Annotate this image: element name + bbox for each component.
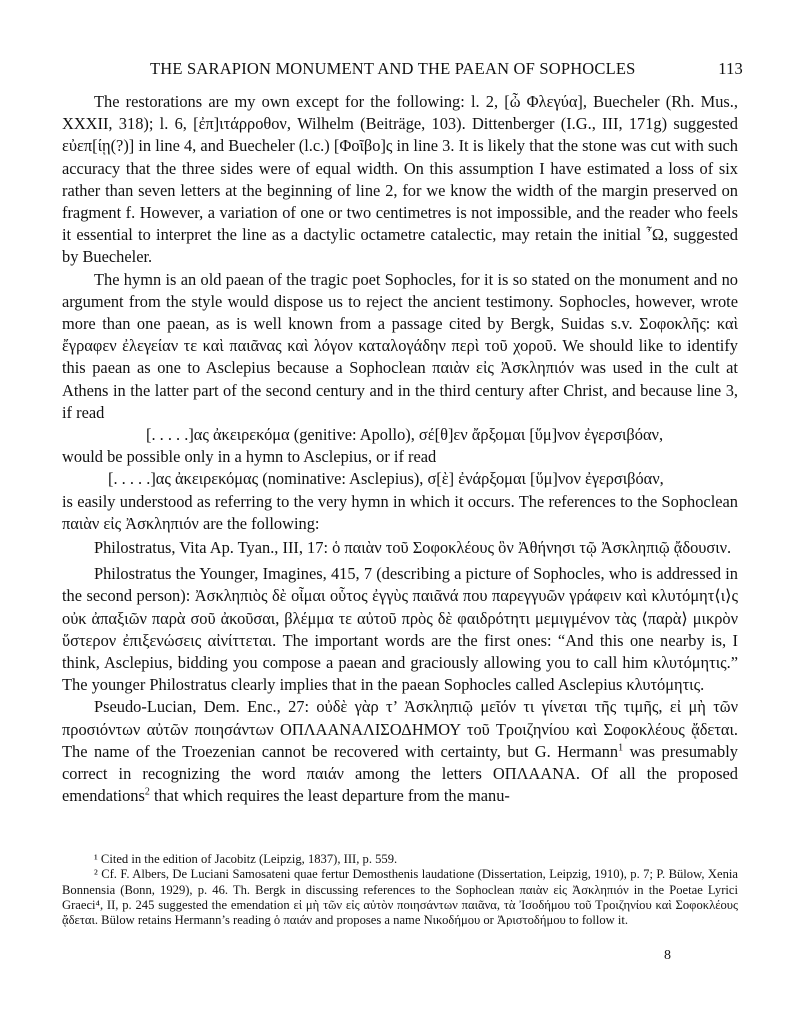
footnote-ref-2[interactable]: 2 xyxy=(144,786,150,798)
pseudo-lucian-text-b: was presumably correct in recognizing the word παιάν among the letters ΟΠΛΑΑΝΑ. Of all the proposed emendations xyxy=(62,741,738,806)
paragraph-hymn: The hymn is an old paean of the tragic poet Sophocles, for it is so stated on the monument and no argument from the style would dispose us to reject the ancient testimony. Sophocles, however, wrote more than one paean, as is well known from a passage cited by Bergk, Suidas s.v. Σοφοκλῆς: καὶ ἔγραφεν ἐλεγείαν τε καὶ παιᾶνας καὶ λόγον καταλογάδην περὶ τοῦ χοροῦ. We should like to identify this paean as one to Asclepius because a Sophoclean παιὰν εἰς Ἀσκληπιόν was used in the cult at Athens in the latter part of the second century and in the third century after Christ, and because line 3, if read xyxy=(62,269,738,422)
pseudo-lucian-text-c: that which requires the least departure from the manu- xyxy=(149,786,510,806)
paragraph-pseudo-lucian xyxy=(62,696,738,807)
footnote-2: ² Cf. F. Albers, De Luciani Samosateni quae fertur Demosthenis laudatione (Dissertation, Leipzig, 1910), p. 7; P. Bülow, Xenia Bonnensia (Bonn, 1929), p. 46. Th. Bergk in discussing references to the Sophoclean παιὰν εἰς Ἀσκληπιόν in the Poetae Lyrici Graeci⁴, II, p. 245 suggested the emendation εἰ μὴ τῶν εἰς αὐτὸν ποιησάντων παιᾶνα, τὰ Ἰσοδήμου τοῦ Τροιζηνίου καὶ Σοφοκλέους ᾄδεται. Bülow retains Hermann’s reading ὁ παιάν and proposes a name Νικοδήμου or Ἀριστοδήμου to follow it. xyxy=(62,867,738,928)
paragraph-restorations: The restorations are my own except for the following: l. 2, [ὦ Φλεγύα], Buecheler (Rh. Mus., XXXII, 318); l. 6, [ἐπ]ιτάρροθον, Wilhelm (Beiträge, 103). Dittenberger (I.G., III, 171g) suggested εὐεπ[ίῃ(?)] in line 4, and Buecheler (l.c.) [Φοῖβο]ς in line 3. It is likely that the stone was cut with such accuracy that the three sides were of equal width. On this assumption I have estimated a loss of six rather than seven letters at the beginning of line 2, for we know the width of the margin preserved on fragment f. However, a variation of one or two centimetres is not impossible, and the reader who feels it essential to interpret the line as a dactylic octametre catalectic, may retain the initial ῏Ω, suggested by Buecheler. xyxy=(62,92,738,267)
footnote-ref-1[interactable]: 1 xyxy=(618,742,624,754)
paragraph-references: is easily understood as referring to the very hymn in which it occurs. The references to the Sophoclean παιὰν εἰς Ἀσκληπιόν are the following: xyxy=(62,491,738,533)
running-title: THE SARAPION MONUMENT AND THE PAEAN OF SOPHOCLES xyxy=(150,59,636,78)
running-header xyxy=(150,59,743,79)
pseudo-lucian-text-a: Pseudo-Lucian, Dem. Enc., 27: οὐδὲ γὰρ τ’ Ἀσκληπιῷ μεῖόν τι γίνεται τῆς τιμῆς, εἰ μὴ τῶν προσιόντων αὐτῶν ποιησάντων ΟΠΛΑΑΝΑΛΙΣΟΔΗΜΟΥ τοῦ Τροιζηνίου καὶ Σοφοκλέους ᾄδεται. The name of the Troezenian cannot be recovered with certainty, but G. Hermann xyxy=(62,697,738,761)
display-line-nominative: [. . . . .]ας ἀκειρεκόμας (nominative: Asclepius), σ[ὲ] ἐνάρξομαι [ὕμ]νον ἐγερσιβόαν, xyxy=(108,469,664,489)
footnote-1: ¹ Cited in the edition of Jacobitz (Leipzig, 1837), III, p. 559. xyxy=(94,852,398,866)
paragraph-philostratus-younger: Philostratus the Younger, Imagines, 415, 7 (describing a picture of Sophocles, who is addressed in the second person): Ἀσκληπιὸς δὲ οἶμαι οὗτος ἐγγὺς παιᾶνά που παρεγγυῶν γράφειν καὶ κλυτόμητ⟨ι⟩ς οὐκ ἀπαξιῶν παρὰ σοῦ ἀκοῦσαι, βλέμμα τε αὐτοῦ πρὸς δὲ φαιδρότητι μεμιγμένον τὰς ⟨παρὰ⟩ μικρὸν ὕστερον ἐπιξενώσεις αἰνίττεται. The important words are the first ones: “And this one nearby is, I think, Asclepius, bidding you compose a paean and graciously allowing you to call him κλυτόμητις.” The younger Philostratus clearly implies that in the paean Sophocles called Asclepius κλυτόμητις. xyxy=(62,564,738,695)
paragraph-would-be-possible: would be possible only in a hymn to Asclepius, or if read xyxy=(62,447,437,467)
page-number: 113 xyxy=(718,59,743,78)
quote-philostratus: Philostratus, Vita Ap. Tyan., III, 17: ὁ παιὰν τοῦ Σοφοκλέους ὃν Ἀθήνησι τῷ Ἀσκληπιῷ ᾄδουσιν. xyxy=(94,538,732,558)
signature-mark: 8 xyxy=(664,948,671,963)
footnotes xyxy=(62,852,738,928)
display-line-genitive: [. . . . .]ας ἀκειρεκόμα (genitive: Apollo), σέ[θ]εν ἄρξομαι [ὕμ]νον ἐγερσιβόαν, xyxy=(146,425,664,445)
main-text xyxy=(62,91,738,808)
